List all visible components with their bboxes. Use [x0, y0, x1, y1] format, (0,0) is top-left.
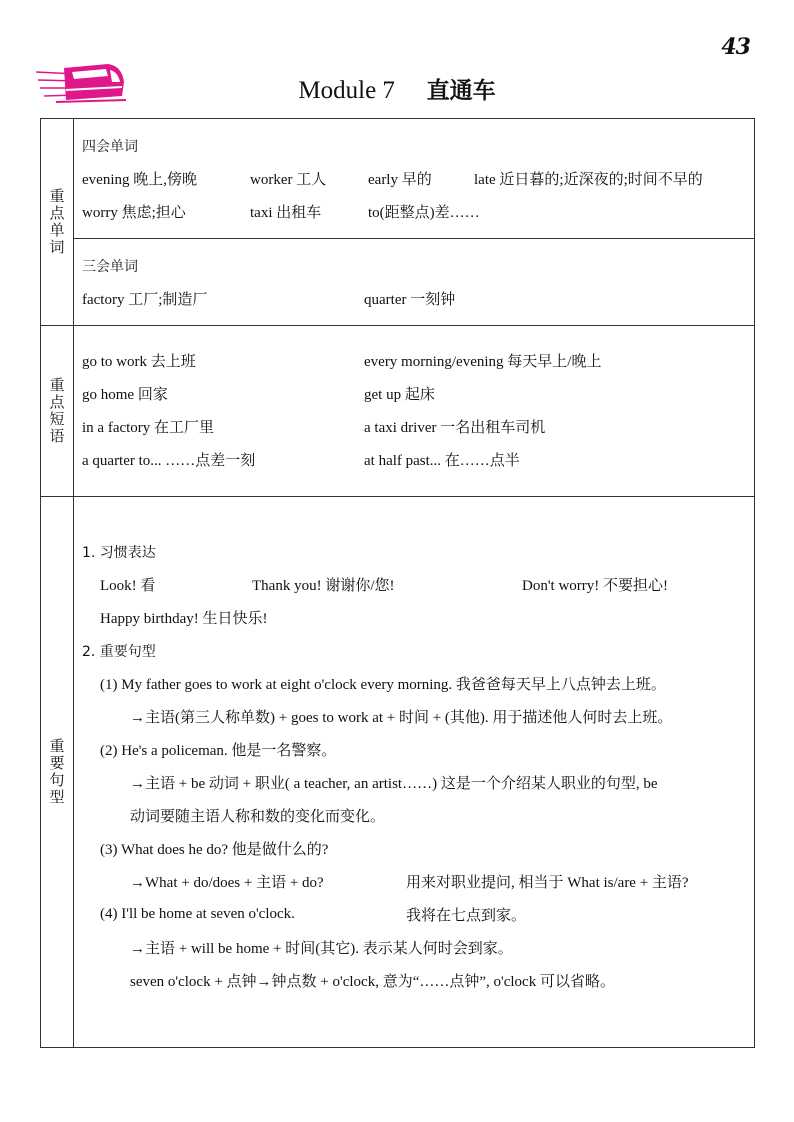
phrase-line-4: a quarter to... ……点差一刻 at half past... 在……点半 — [82, 453, 520, 469]
summary-table — [40, 118, 755, 1048]
patterns-heading: 2. 重要句型 — [82, 643, 156, 660]
phrase-line-3: in a factory 在工厂里 a taxi driver 一名出租车司机 — [82, 420, 546, 436]
pattern-1: (1) My father goes to work at eight o'clock every morning. 我爸爸每天早上八点钟去上班。 — [100, 677, 666, 693]
phrase-line-2: go home 回家 get up 起床 — [82, 387, 435, 403]
pattern-2: (2) He's a policeman. 他是一名警察。 — [100, 743, 337, 759]
page-number: 43 — [721, 34, 750, 60]
sentences-side-label: 重要句型 — [41, 497, 74, 1048]
page-title — [0, 72, 794, 105]
pattern-4-note-cont: seven o'clock + 点钟→钟点数 + o'clock, 意为“……点钟”, o'clock 可以省略。 — [130, 974, 615, 990]
vocab-four-line-2: worry 焦虑;担心 taxi 出租车 to(距整点)差…… — [82, 205, 480, 221]
expressions-line-1: Look! 看 Thank you! 谢谢你/您! Don't worry! 不要担心! — [100, 578, 669, 594]
pattern-3: (3) What does he do? 他是做什么的? — [100, 842, 329, 858]
module-subtitle: 直通车 — [426, 78, 496, 104]
expressions-heading: 1. 习惯表达 — [82, 544, 156, 561]
pattern-3-note: →What + do/does + 主语 + do? 用来对职业提问, 相当于 What is/are + 主语? — [130, 875, 689, 891]
vocab-three-row — [41, 239, 755, 326]
vocab-four-row — [41, 119, 755, 239]
pattern-1-note: →主语(第三人称单数) + goes to work at + 时间 + (其他). 用于描述他人何时去上班。 — [130, 710, 673, 726]
phrases-side-label: 重点短语 — [41, 326, 74, 497]
vocab-side-label: 重点单词 — [41, 119, 74, 326]
vocab-three-heading: 三会单词 — [82, 258, 138, 275]
pattern-2-note: →主语 + be 动词 + 职业( a teacher, an artist……) 这是一个介绍某人职业的句型, be — [130, 776, 658, 792]
pattern-4: (4) I'll be home at seven o'clock. 我将在七点到家。 — [100, 906, 527, 924]
module-title: Module 7 — [298, 77, 395, 104]
phrases-row — [41, 326, 755, 497]
pattern-4-note: →主语 + will be home + 时间(其它). 表示某人何时会到家。 — [130, 941, 513, 957]
vocab-four-line-1: evening 晚上,傍晚 worker 工人 early 早的 late 近日暮的;近深夜的;时间不早的 — [82, 172, 703, 188]
phrase-line-1: go to work 去上班 every morning/evening 每天早上/晚上 — [82, 354, 602, 370]
vocab-three-line-1: factory 工厂;制造厂 quarter 一刻钟 — [82, 292, 456, 308]
expressions-line-2: Happy birthday! 生日快乐! — [100, 611, 268, 627]
vocab-four-heading: 四会单词 — [82, 138, 138, 155]
pattern-2-note-cont: 动词要随主语人称和数的变化而变化。 — [130, 809, 386, 825]
sentences-row — [41, 497, 755, 1048]
